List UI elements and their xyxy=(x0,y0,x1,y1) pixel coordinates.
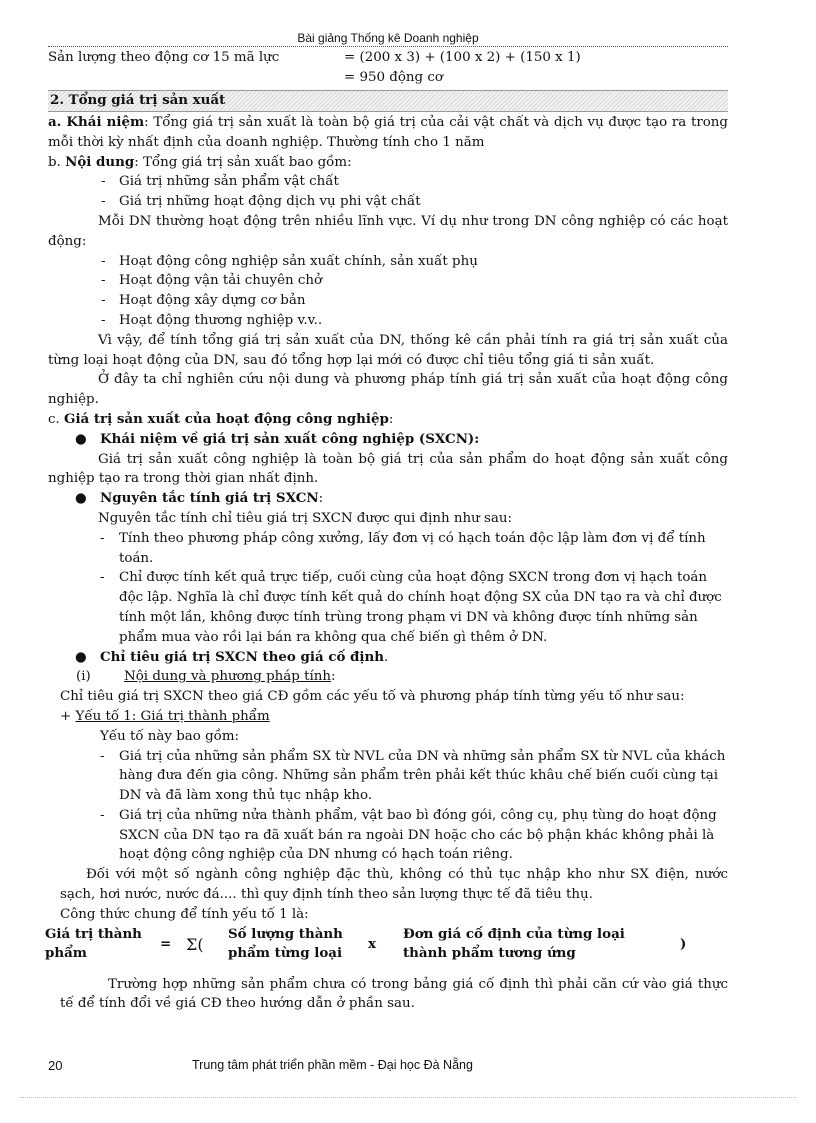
paragraph-a xyxy=(48,113,728,153)
formula-times: x xyxy=(368,935,376,952)
list-item: - Giá trị của những nửa thành phẩm, vật bao bì đóng gói, công cụ, phụ tùng do hoạt động SXCN của DN tạo ra đã xuất bán ra ngoài DN hoặc cho các bộ phận khác không phải là hoạt động công nghiệp của DN nhưng có hạch toán riêng. xyxy=(100,807,717,863)
formula-quantity-1: Số lượng thành xyxy=(228,925,343,942)
paragraph-b xyxy=(48,153,728,173)
bullet-item: ● Nguyên tắc tính giá trị SXCN: xyxy=(75,490,324,507)
list-item: - Hoạt động thương nghiệp v.v.. xyxy=(101,312,323,328)
formula-lhs-2: phẩm xyxy=(45,944,87,961)
bullet-item: ● Chỉ tiêu giá trị SXCN theo giá cố định. xyxy=(75,648,389,665)
list-item: - Hoạt động công nghiệp sản xuất chính, sản xuất phụ xyxy=(101,253,478,269)
colon-c: : xyxy=(388,411,394,427)
prefix-b: b. xyxy=(48,154,66,170)
formula-sigma: Σ( xyxy=(186,934,204,954)
page-footer xyxy=(48,1058,728,1078)
page-body xyxy=(45,48,728,1014)
formula-quantity-2: phẩm từng loại xyxy=(228,944,343,961)
formula-lhs-1: Giá trị thành xyxy=(45,925,142,942)
section-heading: 2. Tổng giá trị sản xuất xyxy=(48,90,728,112)
paragraph-congthuc: Công thức chung để tính yếu tố 1 là: xyxy=(60,906,309,922)
list-item: - Hoạt động xây dựng cơ bản xyxy=(101,293,306,309)
paragraph-truonghop: Trường hợp những sản phẩm chưa có trong bảng giá cố định thì phải căn cứ vào giá thực tế để tính đổi về giá CĐ theo hướng dẫn ở phần sau. xyxy=(60,976,728,1012)
paragraph-c xyxy=(48,410,728,430)
list-item: - Chỉ được tính kết quả trực tiếp, cuối cùng của hoạt động SXCN trong đơn vị hạch toán độc lập. Nghĩa là chỉ được tính kết quả do chính hoạt động SX của DN tạo ra và chỉ được tính một lần, không được tính trùng trong phạm vi DN và không được tính những sản phẩm mua vào rồi lại bán ra không qua chế biến gì thêm ở DN. xyxy=(100,570,722,645)
formula-close: ) xyxy=(680,935,687,952)
text-b: : Tổng giá trị sản xuất bao gồm: xyxy=(134,154,352,170)
bullet-item: ● Khái niệm về giá trị sản xuất công nghiệp (SXCN): xyxy=(75,430,480,447)
yeuto-intro: Yếu tố này bao gồm: xyxy=(100,728,240,744)
bottom-divider xyxy=(20,1097,796,1098)
formula-price-1: Đơn giá cố định của từng loại xyxy=(403,925,625,942)
paragraph-oday: Ở đây ta chỉ nghiên cứu nội dung và phương pháp tính giá trị sản xuất của hoạt động công nghiệp. xyxy=(48,372,728,408)
yield-formula-1: = (200 x 3) + (100 x 2) + (150 x 1) xyxy=(344,50,581,65)
paragraph-doivoi: Đối với một số ngành công nghiệp đặc thù, không có thủ tục nhập kho như SX điện, nước sạch, hơi nước, nước đá.... thì quy định tính theo sản lượng thực tế đã tiêu thụ. xyxy=(60,867,728,903)
list-item: - Tính theo phương pháp công xưởng, lấy đơn vị có hạch toán độc lập làm đơn vị để tính toán. xyxy=(100,530,706,566)
formula xyxy=(45,925,728,969)
footer-text: Trung tâm phát triển phần mềm - Đại học Đà Nẵng xyxy=(192,1058,473,1072)
yield-formula-2: = 950 động cơ xyxy=(344,70,443,85)
yeuto-heading: + Yếu tố 1: Giá trị thành phẩm xyxy=(60,708,270,724)
paragraph-bullet2: Nguyên tắc tính chỉ tiêu giá trị SXCN được qui định như sau: xyxy=(98,510,513,526)
roman-item: (i) Nội dung và phương pháp tính: xyxy=(76,669,336,685)
formula-equals: = xyxy=(160,935,172,952)
label-b: Nội dung xyxy=(65,153,135,170)
list-item: - Giá trị những sản phẩm vật chất xyxy=(101,174,339,190)
formula-price-2: thành phẩm tương ứng xyxy=(403,944,576,961)
paragraph-vivay: Vì vậy, để tính tổng giá trị sản xuất của DN, thống kê cần phải tính ra giá trị sản xuất của từng loại hoạt động của DN, sau đó tổng hợp lại mới có được chỉ tiêu tổng giá ti sản xuất. xyxy=(48,332,728,368)
list-item: - Giá trị những hoạt động dịch vụ phi vật chất xyxy=(101,194,421,210)
paragraph-bullet1: Giá trị sản xuất công nghiệp là toàn bộ giá trị của sản phẩm do hoạt động sản xuất công nghiệp tạo ra trong thời gian nhất định. xyxy=(48,451,728,487)
page-number: 20 xyxy=(48,1058,63,1073)
prefix-c: c. xyxy=(48,411,65,427)
text-a: : Tổng giá trị sản xuất là toàn bộ giá trị của cải vật chất và dịch vụ được tạo ra trong mỗi thời kỳ nhất định của doanh nghiệp. Thường tính cho 1 năm xyxy=(48,115,728,150)
page-header: Bài giảng Thống kê Doanh nghiệp xyxy=(48,31,728,47)
yield-line xyxy=(48,48,728,88)
label-a: a. Khái niệm xyxy=(48,114,145,130)
list-item: - Hoạt động vận tải chuyên chở xyxy=(101,273,323,289)
paragraph-dn: Mỗi DN thường hoạt động trên nhiều lĩnh vực. Ví dụ như trong DN công nghiệp có các hoạt động: xyxy=(48,213,728,249)
list-item: - Giá trị của những sản phẩm SX từ NVL của DN và những sản phẩm SX từ NVL của khách hàng đưa đến gia công. Những sản phẩm trên phải kết thúc khâu chế biến cuối cùng tại DN và đã làm xong thủ tục nhập kho. xyxy=(100,748,726,804)
paragraph-chitieu: Chỉ tiêu giá trị SXCN theo giá CĐ gồm các yếu tố và phương pháp tính từng yếu tố như sau: xyxy=(60,689,685,705)
label-c: Giá trị sản xuất của hoạt động công nghiệp xyxy=(64,410,389,427)
yield-label: Sản lượng theo động cơ 15 mã lực xyxy=(48,50,280,65)
